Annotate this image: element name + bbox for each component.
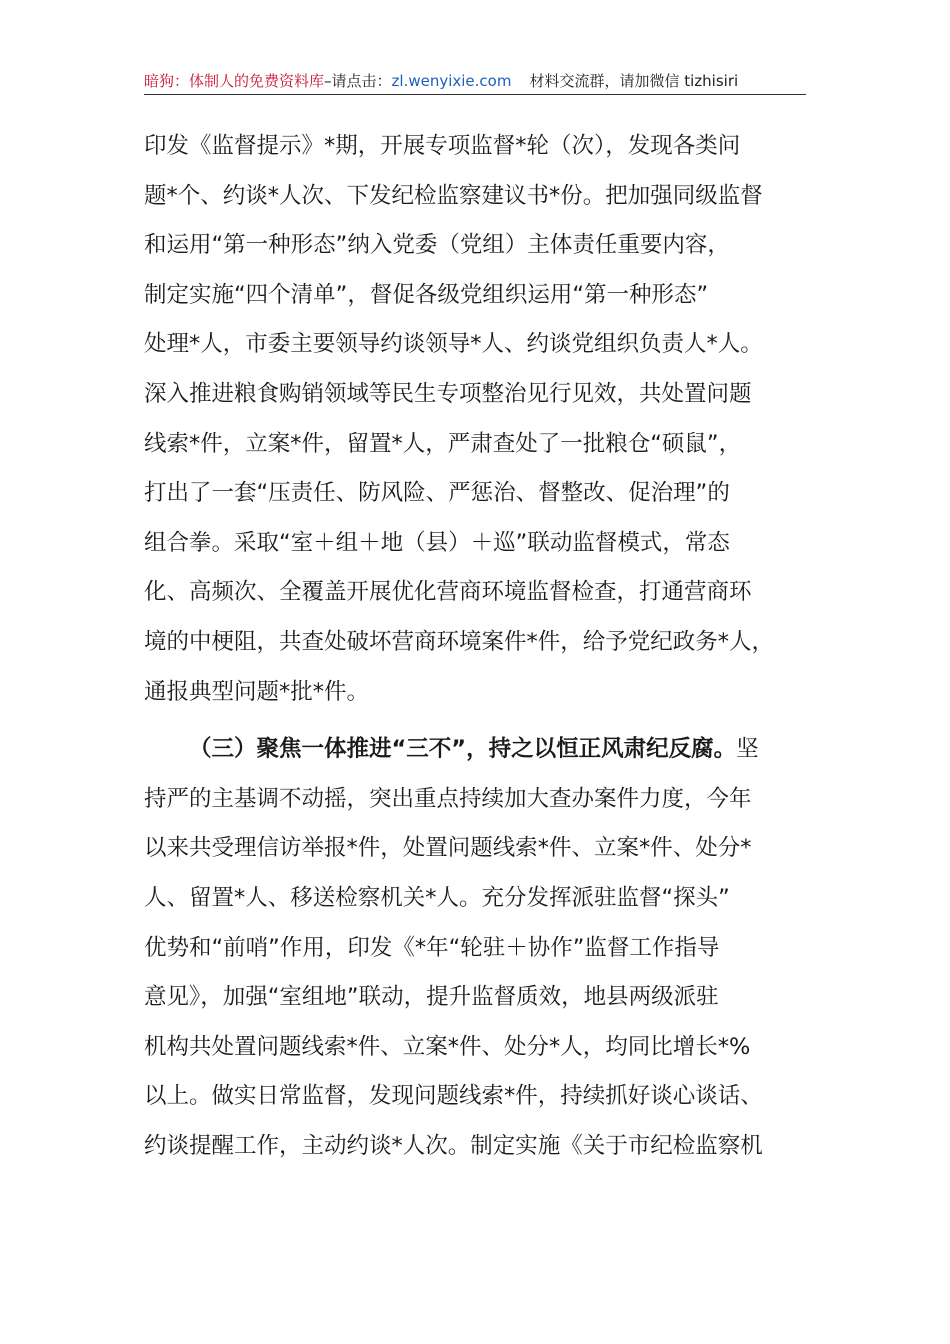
text-line: 通报典型问题*批*件。 — [144, 678, 370, 705]
text-line: 印发《监督提示》*期，开展专项监督*轮（次），发现各类问 — [144, 133, 741, 159]
text-line: 线索*件，立案*件，留置*人，严肃查处了一批粮仓“硕鼠”， — [144, 430, 742, 457]
paragraph-gap — [144, 717, 806, 725]
paragraph-1 — [144, 122, 806, 717]
text-line: 打出了一套“压责任、防风险、严惩治、督整改、促治理”的 — [144, 480, 730, 507]
text-line: 持严的主基调不动摇，突出重点持续加大查办案件力度，今年 — [144, 785, 752, 812]
document-body — [144, 122, 806, 1171]
text-line: 人、留置*人、移送检察机关*人。充分发挥派驻监督“探头” — [144, 884, 730, 911]
header-divider — [144, 94, 806, 95]
header-contact-text: 材料交流群，请加微信 tizhisiri — [529, 72, 739, 90]
text-line: 深入推进粮食购销领域等民生专项整治见行见效，共处置问题 — [144, 380, 752, 407]
text-line: 意见》，加强“室组地”联动，提升监督质效，地县两级派驻 — [144, 984, 719, 1011]
text-line: 组合拳。采取“室＋组＋地（县）＋巡”联动监督模式，常态 — [144, 529, 730, 556]
text-line: 境的中梗阻，共查处破坏营商环境案件*件，给予党纪政务*人， — [144, 628, 775, 655]
text-line: 制定实施“四个清单”，督促各级党组织运用“第一种形态” — [144, 281, 709, 308]
page-header — [144, 70, 806, 94]
text-line: 以上。做实日常监督，发现问题线索*件，持续抓好谈心谈话、 — [144, 1083, 763, 1110]
text-line: 以来共受理信访举报*件，处置问题线索*件、立案*件、处分* — [144, 835, 752, 862]
text-line: 处理*人，市委主要领导约谈领导*人、约谈党组织负责人*人。 — [144, 331, 763, 358]
text-line: 和运用“第一种形态”纳入党委（党组）主体责任重要内容， — [144, 232, 730, 259]
header-link[interactable]: zl.wenyixie.com — [391, 72, 512, 90]
header-link-label: –请点击： — [324, 72, 392, 90]
heading-line-rest: 坚 — [736, 736, 759, 763]
text-line: 机构共处置问题线索*件、立案*件、处分*人，均同比增长*% — [144, 1033, 751, 1060]
header-promo-text: 暗狗：体制人的免费资料库 — [144, 72, 325, 90]
section-heading-line — [144, 725, 806, 775]
paragraph-2 — [144, 725, 806, 1171]
text-line: 约谈提醒工作，主动约谈*人次。制定实施《关于市纪检监察机 — [144, 1132, 763, 1159]
text-line: 优势和“前哨”作用，印发《*年“轮驻＋协作”监督工作指导 — [144, 934, 720, 961]
text-line: 化、高频次、全覆盖开展优化营商环境监督检查，打通营商环 — [144, 579, 752, 606]
section-heading: （三）聚焦一体推进“三不”，持之以恒正风肃纪反腐。 — [189, 736, 737, 763]
text-line: 题*个、约谈*人次、下发纪检监察建议书*份。把加强同级监督 — [144, 182, 763, 209]
